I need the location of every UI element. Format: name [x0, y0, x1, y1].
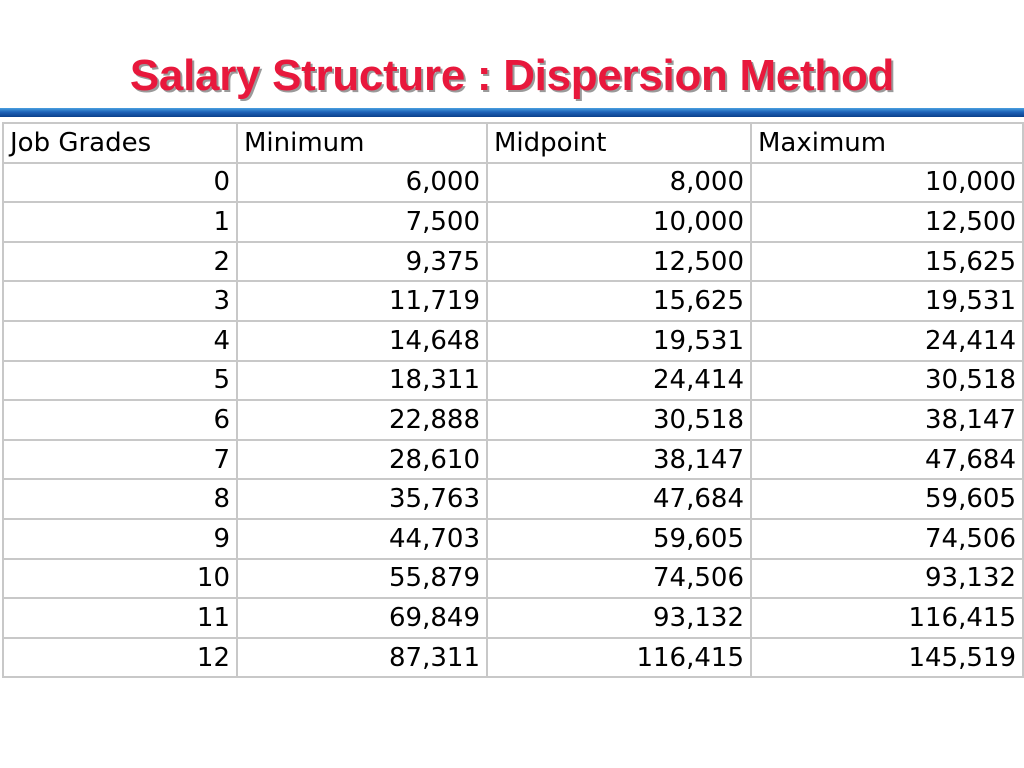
cell-job-grade: 10 [3, 559, 237, 599]
cell-maximum: 38,147 [751, 400, 1023, 440]
header-minimum: Minimum [237, 123, 487, 163]
table-row [3, 638, 1023, 678]
table-row [3, 519, 1023, 559]
table-row [3, 321, 1023, 361]
cell-midpoint: 116,415 [487, 638, 751, 678]
cell-minimum: 35,763 [237, 479, 487, 519]
cell-maximum: 145,519 [751, 638, 1023, 678]
cell-midpoint: 15,625 [487, 281, 751, 321]
table-row [3, 400, 1023, 440]
salary-table-container [2, 122, 1022, 678]
cell-midpoint: 47,684 [487, 479, 751, 519]
cell-minimum: 14,648 [237, 321, 487, 361]
table-row [3, 440, 1023, 480]
cell-maximum: 15,625 [751, 242, 1023, 282]
table-header-row [3, 123, 1023, 163]
cell-job-grade: 0 [3, 163, 237, 203]
cell-midpoint: 59,605 [487, 519, 751, 559]
cell-minimum: 6,000 [237, 163, 487, 203]
cell-job-grade: 2 [3, 242, 237, 282]
cell-midpoint: 30,518 [487, 400, 751, 440]
cell-minimum: 69,849 [237, 598, 487, 638]
cell-job-grade: 5 [3, 361, 237, 401]
table-row [3, 163, 1023, 203]
cell-midpoint: 38,147 [487, 440, 751, 480]
cell-job-grade: 4 [3, 321, 237, 361]
header-midpoint: Midpoint [487, 123, 751, 163]
cell-job-grade: 8 [3, 479, 237, 519]
cell-minimum: 7,500 [237, 202, 487, 242]
title-divider [0, 108, 1024, 117]
cell-job-grade: 12 [3, 638, 237, 678]
cell-job-grade: 3 [3, 281, 237, 321]
cell-minimum: 44,703 [237, 519, 487, 559]
cell-job-grade: 11 [3, 598, 237, 638]
cell-minimum: 28,610 [237, 440, 487, 480]
header-maximum: Maximum [751, 123, 1023, 163]
table-row [3, 598, 1023, 638]
table-row [3, 559, 1023, 599]
cell-job-grade: 1 [3, 202, 237, 242]
slide-title: Salary Structure : Dispersion Method [129, 51, 895, 100]
cell-minimum: 22,888 [237, 400, 487, 440]
cell-maximum: 19,531 [751, 281, 1023, 321]
cell-minimum: 9,375 [237, 242, 487, 282]
cell-midpoint: 19,531 [487, 321, 751, 361]
cell-maximum: 93,132 [751, 559, 1023, 599]
table-row [3, 281, 1023, 321]
cell-maximum: 12,500 [751, 202, 1023, 242]
cell-maximum: 74,506 [751, 519, 1023, 559]
cell-midpoint: 10,000 [487, 202, 751, 242]
table-row [3, 361, 1023, 401]
cell-midpoint: 74,506 [487, 559, 751, 599]
table-row [3, 202, 1023, 242]
cell-minimum: 87,311 [237, 638, 487, 678]
cell-minimum: 11,719 [237, 281, 487, 321]
cell-job-grade: 7 [3, 440, 237, 480]
cell-midpoint: 93,132 [487, 598, 751, 638]
cell-maximum: 10,000 [751, 163, 1023, 203]
cell-midpoint: 12,500 [487, 242, 751, 282]
table-row [3, 479, 1023, 519]
table-row [3, 242, 1023, 282]
cell-minimum: 55,879 [237, 559, 487, 599]
cell-job-grade: 9 [3, 519, 237, 559]
cell-maximum: 30,518 [751, 361, 1023, 401]
cell-job-grade: 6 [3, 400, 237, 440]
cell-maximum: 116,415 [751, 598, 1023, 638]
cell-maximum: 24,414 [751, 321, 1023, 361]
cell-maximum: 47,684 [751, 440, 1023, 480]
table-body [3, 163, 1023, 678]
cell-midpoint: 8,000 [487, 163, 751, 203]
cell-minimum: 18,311 [237, 361, 487, 401]
header-job-grades: Job Grades [3, 123, 237, 163]
cell-maximum: 59,605 [751, 479, 1023, 519]
salary-structure-table [2, 122, 1024, 678]
cell-midpoint: 24,414 [487, 361, 751, 401]
